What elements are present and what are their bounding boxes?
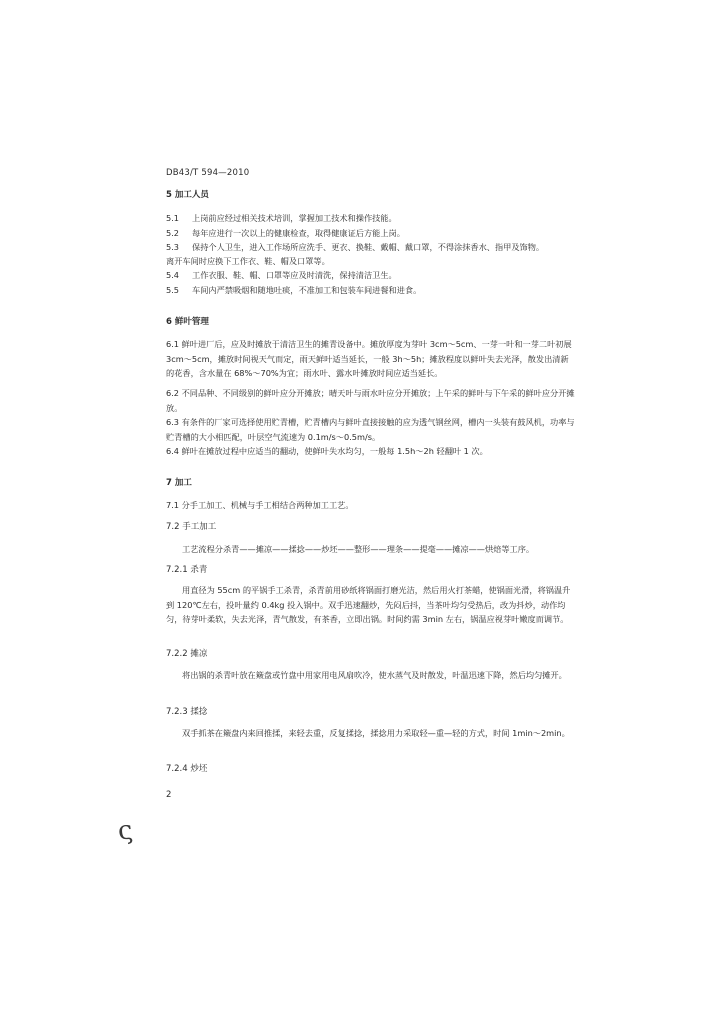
paragraph-7-2-3: 双手抓茶在簸盘内来回推揉，来轻去重，反复揉捻，揉捻用力采取轻—重—轻的方式，时间 1min～2min。 <box>182 728 570 738</box>
process-flow: 工艺流程分杀青——摊凉——揉捻——炒坯——整形——理条——提毫——摊凉——烘焙等工序。 <box>182 544 535 554</box>
section-7-2-4-title: 7.2.4 炒坯 <box>166 764 208 774</box>
paragraph-7-1: 7.1 分手工加工、机械与手工相结合两种加工工艺。 <box>166 500 354 510</box>
section-7-title: 7 加工 <box>166 478 192 488</box>
item-number: 5.4 <box>166 270 180 280</box>
page-number: 2 <box>166 790 172 800</box>
item-text: 车间内严禁吸烟和随地吐痰，不准加工和包装车间进餐和进食。 <box>192 285 422 295</box>
item-number: 5.5 <box>166 285 180 295</box>
document-code: DB43/T 594—2010 <box>166 168 250 178</box>
section-5-item <box>166 240 576 254</box>
item-text: 保持个人卫生，进入工作场所应洗手、更衣、换鞋、戴帽、戴口罩，不得涂抹香水、指甲及饰物。 <box>192 242 545 252</box>
paragraph-7-2-1: 用直径为 55cm 的平锅手工杀青，杀青前用砂纸将锅面打磨光洁，然后用火打茶蜡，使锅面光滑，将锅温升到 120℃左右，投叶量约 0.4kg 投入锅中。双手迅速翻炒，先闷后抖，当茶叶均匀受热后，改为抖炒，动作均匀，待芽叶柔软，失去光泽，青气散发，有茶香，立即出锅。时间约需 3min 左右，锅温应视芽叶嫩度而调节。 <box>166 585 571 624</box>
section-7-2-1-title: 7.2.1 杀青 <box>166 565 208 575</box>
section-7-2-2-title: 7.2.2 摊凉 <box>166 649 208 659</box>
item-text: 离开车间时应换下工作衣、鞋、帽及口罩等。 <box>166 256 330 266</box>
item-text: 上岗前应经过相关技术培训，掌握加工技术和操作技能。 <box>192 213 397 223</box>
item-text: 每年应进行一次以上的健康检查，取得健康证后方能上岗。 <box>192 228 405 238</box>
paragraph-6-2: 6.2 不同品种、不同级别的鲜叶应分开摊放；晴天叶与雨水叶应分开摊放；上午采的鲜叶与下午采的鲜叶应分开摊放。 <box>166 388 575 413</box>
section-5-title: 5 加工人员 <box>166 190 209 200</box>
section-6-title: 6 鲜叶管理 <box>166 317 209 327</box>
section-7-2-title: 7.2 手工加工 <box>166 522 217 532</box>
item-number: 5.2 <box>166 228 180 238</box>
paragraph-6-4: 6.4 鲜叶在摊放过程中应适当的翻动，使鲜叶失水均匀，一般每 1.5h～2h 轻翻叶 1 次。 <box>166 446 488 456</box>
paragraph-6-1: 6.1 鲜叶进厂后，应及时摊放于清洁卫生的摊青设备中。摊放厚度为芽叶 3cm～5cm、一芽一叶和一芽二叶初展 3cm～5cm，摊放时间视天气而定，雨天鲜叶适当延长，一般 3h～5h；摊放程度以鲜叶失去光泽，散发出清新的花香，含水量在 68%～70%为宜；雨水叶、露水叶摊放时间应适当延长。 <box>166 339 572 378</box>
section-5-item <box>166 254 576 268</box>
section-5-item <box>166 268 576 282</box>
section-7-2-3-title: 7.2.3 揉捻 <box>166 707 208 717</box>
section-5-item <box>166 226 576 240</box>
item-text: 工作衣服、鞋、帽、口罩等应及时清洗，保持清洁卫生。 <box>192 270 397 280</box>
handwritten-mark: ς <box>115 815 135 847</box>
item-number: 5.1 <box>166 213 180 223</box>
section-5-item <box>166 283 576 297</box>
paragraph-6-3: 6.3 有条件的厂家可选择使用贮青槽，贮青槽内与鲜叶直接接触的应为透气钢丝网，槽内一头装有鼓风机，功率与贮青槽的大小相匹配，叶层空气流速为 0.1m/s～0.5m/s。 <box>166 417 575 442</box>
section-5-item <box>166 211 576 225</box>
item-number: 5.3 <box>166 242 180 252</box>
paragraph-7-2-2: 将出锅的杀青叶放在簸盘或竹盘中用家用电风扇吹冷，使水蒸气及时散发，叶温迅速下降，然后均匀摊开。 <box>182 670 567 680</box>
